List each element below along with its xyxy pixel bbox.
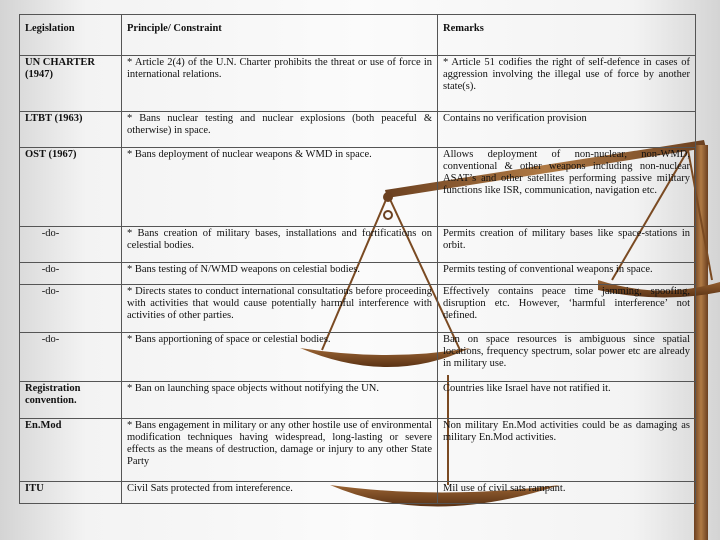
principle-cell: * Bans apportioning of space or celestial bodies. bbox=[122, 333, 438, 382]
table-row bbox=[20, 482, 696, 504]
table-row bbox=[20, 148, 696, 227]
table-row bbox=[20, 285, 696, 333]
legislation-cell: UN CHARTER (1947) bbox=[20, 56, 122, 112]
legislation-cell: -do- bbox=[20, 333, 122, 382]
remarks-cell: Permits testing of conventional weapons in space. bbox=[438, 263, 696, 285]
table-row bbox=[20, 112, 696, 148]
header-legislation: Legislation bbox=[20, 15, 122, 56]
remarks-cell: * Article 51 codifies the right of self-defence in cases of aggression involving the illegal use of force by another state(s). bbox=[438, 56, 696, 112]
legislation-cell: -do- bbox=[20, 285, 122, 333]
legislation-table bbox=[19, 14, 696, 504]
principle-cell: * Bans deployment of nuclear weapons & WMD in space. bbox=[122, 148, 438, 227]
principle-cell: * Bans creation of military bases, installations and fortifications on celestial bodies. bbox=[122, 227, 438, 263]
legislation-cell: Registration convention. bbox=[20, 382, 122, 419]
principle-cell: * Bans testing of N/WMD weapons on celestial bodies. bbox=[122, 263, 438, 285]
table-row bbox=[20, 227, 696, 263]
table-row bbox=[20, 56, 696, 112]
legislation-cell: -do- bbox=[20, 227, 122, 263]
principle-cell: * Bans engagement in military or any other hostile use of environmental modification techniques having widespread, long-lasting or severe effects as the means of destruction, damage or injury to any other State Party bbox=[122, 419, 438, 482]
legislation-cell: -do- bbox=[20, 263, 122, 285]
legislation-cell: LTBT (1963) bbox=[20, 112, 122, 148]
remarks-cell: Countries like Israel have not ratified it. bbox=[438, 382, 696, 419]
table-row bbox=[20, 263, 696, 285]
principle-cell: * Ban on launching space objects without notifying the UN. bbox=[122, 382, 438, 419]
remarks-cell: Permits creation of military bases like space-stations in orbit. bbox=[438, 227, 696, 263]
remarks-cell: Ban on space resources is ambiguous since spatial locations, frequency spectrum, solar power etc are already in military use. bbox=[438, 333, 696, 382]
remarks-cell: Effectively contains peace time jamming, spoofing, disruption etc. However, ‘harmful interference’ not defined. bbox=[438, 285, 696, 333]
table-header-row bbox=[20, 15, 696, 56]
remarks-cell: Mil use of civil sats rampant. bbox=[438, 482, 696, 504]
table-row bbox=[20, 419, 696, 482]
principle-cell: Civil Sats protected from intereference. bbox=[122, 482, 438, 504]
header-remarks: Remarks bbox=[438, 15, 696, 56]
table-row bbox=[20, 333, 696, 382]
header-principle: Principle/ Constraint bbox=[122, 15, 438, 56]
principle-cell: * Article 2(4) of the U.N. Charter prohibits the threat or use of force in international relations. bbox=[122, 56, 438, 112]
legislation-cell: En.Mod bbox=[20, 419, 122, 482]
legislation-cell: ITU bbox=[20, 482, 122, 504]
legislation-cell: OST (1967) bbox=[20, 148, 122, 227]
remarks-cell: Non military En.Mod activities could be as damaging as military En.Mod activities. bbox=[438, 419, 696, 482]
remarks-cell: Allows deployment of non-nuclear, non-WMD, conventional & other weapons including non-nuclear ASAT’s and other satellites performing passive military functions like ISR, communication, navigation etc. bbox=[438, 148, 696, 227]
remarks-cell: Contains no verification provision bbox=[438, 112, 696, 148]
principle-cell: * Bans nuclear testing and nuclear explosions (both peaceful & otherwise) in space. bbox=[122, 112, 438, 148]
principle-cell: * Directs states to conduct international consultations before proceeding with activities that would cause potentially harmful interference with activities of other parties. bbox=[122, 285, 438, 333]
table-row bbox=[20, 382, 696, 419]
